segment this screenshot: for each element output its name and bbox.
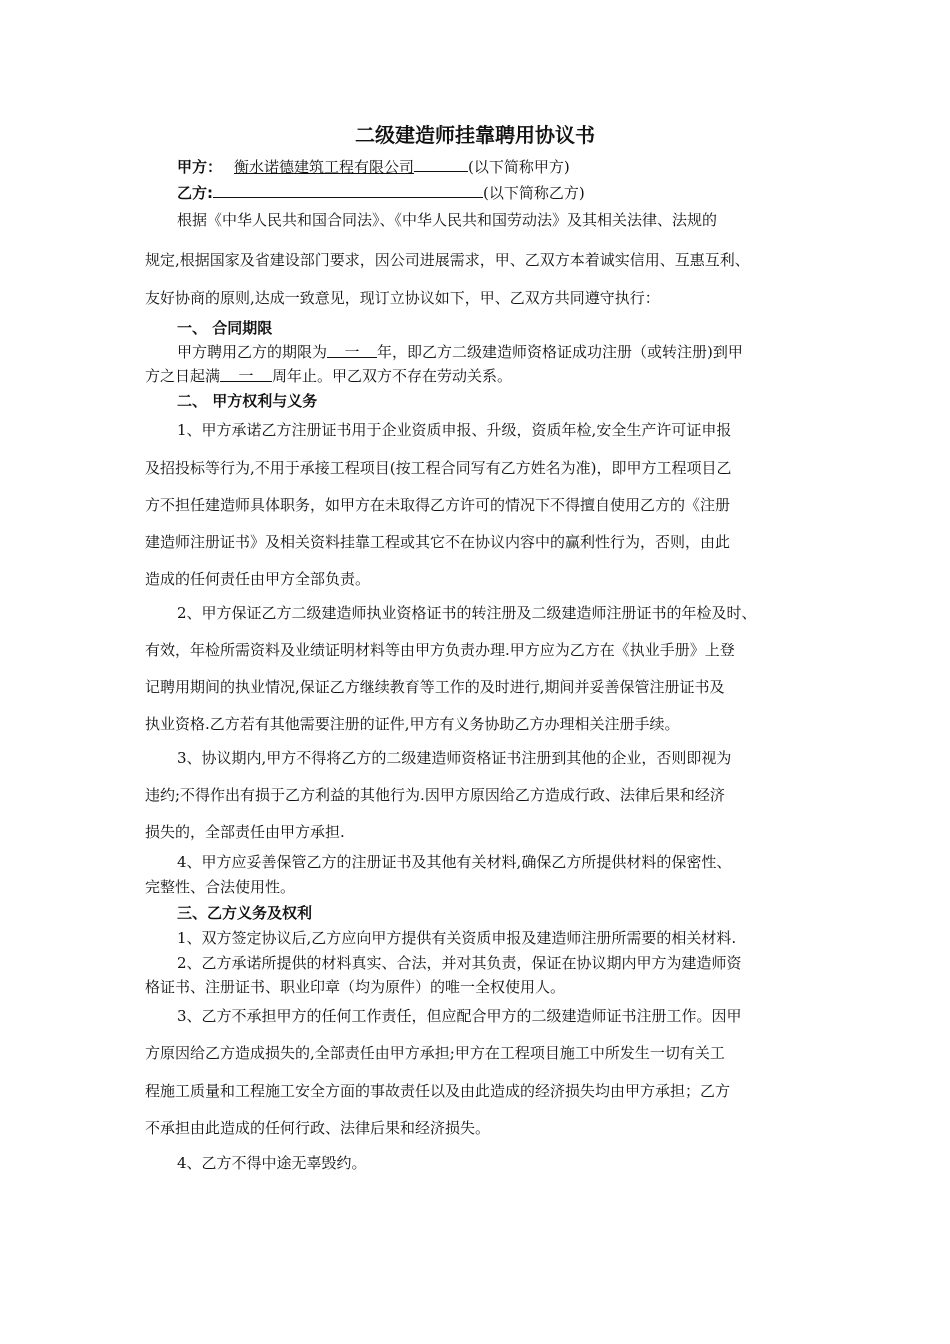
- party-a-label: 甲方：: [177, 158, 223, 176]
- section-1-line-1: [177, 342, 743, 362]
- party-b-blank: [213, 182, 483, 198]
- term-pre: 甲方聘用乙方的期限为: [177, 343, 328, 361]
- section-1-heading: 一、 合同期限: [177, 319, 273, 337]
- term-years-blank: 一: [327, 342, 377, 358]
- section-2-line: 建造师注册证书》及相关资料挂靠工程或其它不在协议内容中的赢利性行为，否则，由此: [145, 533, 731, 551]
- section-2-line: 违约;不得作出有损于乙方利益的其他行为.因甲方原因给乙方造成行政、法律后果和经济: [145, 786, 725, 804]
- party-b-label: 乙方:: [177, 184, 213, 202]
- intro-line-3: 友好协商的原则,达成一致意见，现订立协议如下，甲、乙双方共同遵守执行：: [145, 289, 660, 307]
- section-3-line: 2、乙方承诺所提供的材料真实、合法，并对其负责，保证在协议期内甲方为建造师资: [177, 954, 742, 972]
- intro-line-1: 根据《中华人民共和国合同法》、《中华人民共和国劳动法》及其相关法律、法规的: [177, 211, 718, 229]
- document-title: 二级建造师挂靠聘用协议书: [355, 123, 595, 147]
- party-b-line: [177, 182, 585, 203]
- section-2-line: 完整性、合法使用性。: [145, 878, 296, 896]
- section-1-line-2: [145, 366, 512, 386]
- section-3-line: 1、双方签定协议后,乙方应向甲方提供有关资质申报及建造师注册所需要的相关材料.: [177, 929, 737, 947]
- term2-years-blank: 一: [220, 366, 272, 382]
- section-2-line: 4、甲方应妥善保管乙方的注册证书及其他有关材料,确保乙方所提供材料的保密性、: [177, 853, 732, 871]
- section-3-line: 格证书、注册证书、职业印章（均为原件）的唯一全权使用人。: [145, 978, 566, 996]
- party-a-underline: [414, 156, 468, 172]
- section-2-line: 3、协议期内,甲方不得将乙方的二级建造师资格证书注册到其他的企业，否则即视为: [177, 749, 732, 767]
- section-2-line: 执业资格.乙方若有其他需要注册的证件,甲方有义务协助乙方办理相关注册手续。: [145, 715, 680, 733]
- term2-pre: 方之日起满: [145, 367, 221, 385]
- section-2-line: 2、甲方保证乙方二级建造师执业资格证书的转注册及二级建造师注册证书的年检及时、: [177, 604, 757, 622]
- section-2-line: 损失的，全部责任由甲方承担.: [145, 823, 345, 841]
- term2-post: 周年止。甲乙双方不存在劳动关系。: [272, 367, 513, 385]
- section-2-line: 造成的任何责任由甲方全部负责。: [145, 570, 371, 588]
- section-3-heading: 三、乙方义务及权利: [177, 904, 313, 922]
- intro-line-2: 规定,根据国家及省建设部门要求，因公司进展需求，甲、乙双方本着诚实信用、互惠互利、: [145, 251, 750, 269]
- party-a-suffix: (以下简称甲方): [468, 158, 570, 176]
- section-3-line: 3、乙方不承担甲方的任何工作责任，但应配合甲方的二级建造师证书注册工作。因甲: [177, 1007, 742, 1025]
- section-2-line: 及招投标等行为,不用于承接工程项目(按工程合同写有乙方姓名为准)，即甲方工程项目乙: [145, 459, 732, 477]
- party-a-name: 衡水诺德建筑工程有限公司: [234, 158, 415, 176]
- section-2-heading: 二、 甲方权利与义务: [177, 392, 318, 410]
- section-2-line: 方不担任建造师具体职务，如甲方在未取得乙方许可的情况下不得擅自使用乙方的《注册: [145, 496, 731, 514]
- party-b-suffix: (以下简称乙方): [483, 184, 585, 202]
- section-3-line: 方原因给乙方造成损失的,全部责任由甲方承担;甲方在工程项目施工中所发生一切有关工: [145, 1044, 725, 1062]
- section-3-line: 4、乙方不得中途无辜毁约。: [177, 1154, 367, 1172]
- section-2-line: 记聘用期间的执业情况,保证乙方继续教育等工作的及时进行,期间并妥善保管注册证书及: [145, 678, 725, 696]
- term-post: 年，即乙方二级建造师资格证成功注册（或转注册)到甲: [377, 343, 743, 361]
- section-3-line: 程施工质量和工程施工安全方面的事故责任以及由此造成的经济损失均由甲方承担；乙方: [145, 1082, 731, 1100]
- section-2-line: 有效，年检所需资料及业绩证明材料等由甲方负责办理.甲方应为乙方在《执业手册》上登: [145, 641, 735, 659]
- section-3-line: 不承担由此造成的任何行政、法律后果和经济损失。: [145, 1119, 491, 1137]
- section-2-line: 1、甲方承诺乙方注册证书用于企业资质申报、升级，资质年检,安全生产许可证申报: [177, 421, 732, 439]
- party-a-line: [177, 156, 570, 177]
